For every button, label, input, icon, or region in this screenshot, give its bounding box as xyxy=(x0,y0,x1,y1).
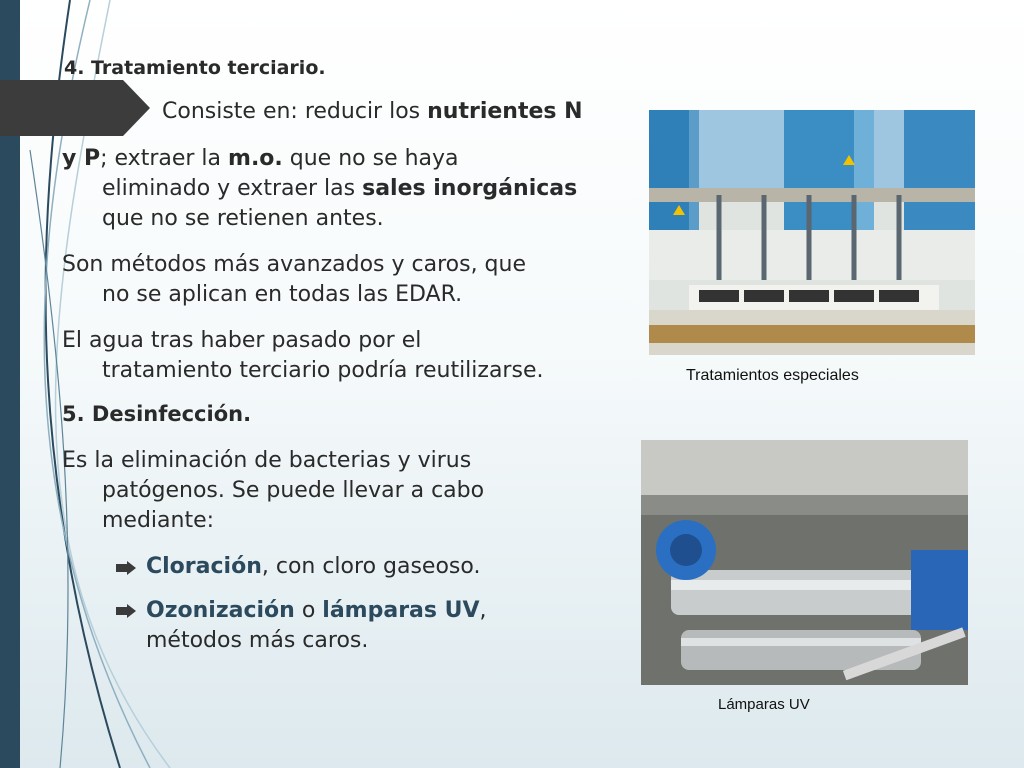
section4-line1: Consiste en: reducir los nutrientes N xyxy=(162,99,583,124)
bullet-ozonizacion-line2: métodos más caros. xyxy=(146,628,369,653)
photo-lamparas-uv xyxy=(641,440,968,685)
title-flag xyxy=(0,80,150,136)
section5-line1: Es la eliminación de bacterias y virus xyxy=(62,448,472,473)
section4-line4: que no se retienen antes. xyxy=(102,206,384,231)
section5-line2: patógenos. Se puede llevar a cabo xyxy=(102,478,485,503)
bullet-cloracion: Cloración, con cloro gaseoso. xyxy=(146,554,481,579)
section4-title: 4. Tratamiento terciario. xyxy=(64,57,326,79)
bullet-ozonizacion: Ozonización o lámparas UV, xyxy=(146,598,487,623)
section4-line3: eliminado y extraer las sales inorgánicas xyxy=(102,176,578,201)
section4-line2: y P; extraer la m.o. que no se haya xyxy=(62,146,459,171)
section4-para3-line2: tratamiento terciario podría reutilizarse. xyxy=(102,358,544,383)
section4-para2-line2: no se aplican en todas las EDAR. xyxy=(102,282,463,307)
caption-lamparas-uv: Lámparas UV xyxy=(718,696,810,713)
caption-tratamientos-especiales: Tratamientos especiales xyxy=(686,367,859,384)
arrow-right-icon xyxy=(116,604,136,618)
section4-para2-line1: Son métodos más avanzados y caros, que xyxy=(62,252,526,277)
section5-title: 5. Desinfección. xyxy=(62,402,252,426)
section4-para3-line1: El agua tras haber pasado por el xyxy=(62,328,422,353)
photo-tratamientos-especiales xyxy=(649,110,975,355)
section5-line3: mediante: xyxy=(102,508,215,533)
arrow-right-icon xyxy=(116,561,136,575)
